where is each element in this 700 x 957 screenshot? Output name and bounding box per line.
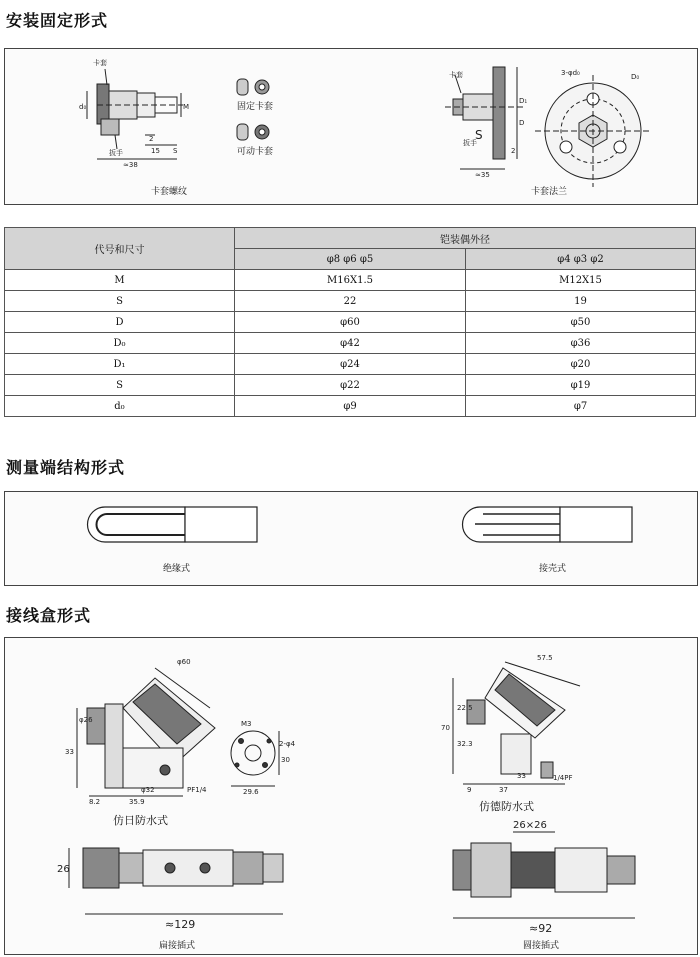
install-panel	[4, 48, 698, 205]
jp-dim-w82: 8.2	[89, 798, 101, 806]
junction-panel	[4, 637, 698, 955]
row-label: S	[5, 375, 235, 396]
dim-right-len: ≈35	[475, 171, 490, 179]
header-col-b: φ4 φ3 φ2	[466, 249, 696, 270]
section-title-measure: 测量端结构形式	[6, 458, 126, 477]
junction-drawings	[5, 638, 697, 954]
flat-dim-h26: 26	[57, 864, 70, 875]
dim-right-s: S	[475, 128, 483, 142]
row-value-b: 19	[466, 291, 696, 312]
de-dim-h70: 70	[441, 724, 450, 732]
dim-right-two: 2	[511, 147, 516, 155]
dim-right-wrench: 扳手	[463, 139, 477, 147]
dim-left-d0: d₀	[79, 103, 87, 111]
dim-right-d1: D₁	[519, 97, 528, 105]
compression-fitting-drawing	[87, 69, 183, 159]
jp-dim-d26: φ26	[79, 716, 93, 724]
jp-dim-w296: 29.6	[243, 788, 259, 796]
row-value-b: φ50	[466, 312, 696, 333]
de-dim-h225: 22.5	[457, 704, 473, 712]
de-caption: 仿德防水式	[479, 800, 534, 813]
jp-dim-pf: PF1/4	[187, 786, 207, 794]
de-dim-w9: 9	[467, 786, 472, 794]
row-label: D₁	[5, 354, 235, 375]
de-box-drawing	[453, 662, 580, 784]
jp-dim-w359: 35.9	[129, 798, 145, 806]
dim-left-fifteen: 15	[151, 147, 160, 155]
dim-left-len: ≈38	[123, 161, 138, 169]
row-value-a: φ22	[235, 375, 466, 396]
de-dim-pf: 1/4PF	[553, 774, 573, 782]
row-value-b: φ36	[466, 333, 696, 354]
insulated-caption: 绝缘式	[163, 564, 191, 574]
row-value-b: φ19	[466, 375, 696, 396]
section-title-install: 安装固定形式	[6, 11, 109, 30]
table-row	[5, 354, 696, 375]
header-code: 代号和尺寸	[5, 228, 235, 270]
dim-right-d: D	[519, 119, 525, 127]
dim-left-s: S	[173, 147, 178, 155]
row-value-a: φ9	[235, 396, 466, 417]
de-dim-h323: 32.3	[457, 740, 473, 748]
row-value-b: M12X15	[466, 270, 696, 291]
grounded-caption: 接壳式	[539, 564, 567, 574]
spec-table	[4, 227, 696, 417]
jp-caption: 仿日防水式	[113, 814, 168, 827]
row-label: S	[5, 291, 235, 312]
fixed-sleeve-label: 固定卡套	[237, 102, 274, 112]
dim-left-two: 2	[149, 135, 154, 143]
dim-right-holes: 3-φd₀	[561, 69, 580, 77]
row-label: d₀	[5, 396, 235, 417]
jp-dim-m3: M3	[241, 720, 252, 728]
flange-fitting-drawing	[445, 67, 651, 187]
row-value-a: φ42	[235, 333, 466, 354]
measure-drawings	[5, 492, 697, 585]
header-group: 铠装偶外径	[235, 228, 696, 249]
jp-dim-d4: 2-φ4	[279, 740, 296, 748]
measure-panel	[4, 491, 698, 586]
header-col-a: φ8 φ6 φ5	[235, 249, 466, 270]
dim-right-sleeve: 卡套	[449, 71, 463, 79]
row-value-b: φ7	[466, 396, 696, 417]
flat-connector-drawing	[69, 848, 283, 914]
movable-sleeve-label: 可动卡套	[237, 147, 274, 157]
flat-caption: 扁接插式	[159, 941, 196, 951]
jp-dim-h33: 33	[65, 748, 74, 756]
grounded-tip-drawing	[463, 507, 633, 542]
round-connector-drawing	[453, 832, 635, 918]
dim-right-d0: D₀	[631, 73, 640, 81]
dim-left-wrench: 扳手	[109, 149, 123, 157]
round-caption: 圆接插式	[523, 941, 560, 951]
section-title-junction: 接线盒形式	[6, 606, 92, 625]
row-value-b: φ20	[466, 354, 696, 375]
insulated-tip-drawing	[88, 507, 258, 542]
jp-box-drawing	[77, 668, 279, 796]
row-value-a: M16X1.5	[235, 270, 466, 291]
de-dim-w33: 33	[517, 772, 526, 780]
row-value-a: φ60	[235, 312, 466, 333]
table-row	[5, 291, 696, 312]
thread-caption: 卡套螺纹	[151, 187, 188, 197]
jp-dim-h30: 30	[281, 756, 290, 764]
table-row	[5, 375, 696, 396]
table-row	[5, 312, 696, 333]
de-dim-w37: 37	[499, 786, 508, 794]
row-label: D	[5, 312, 235, 333]
row-value-a: 22	[235, 291, 466, 312]
table-row	[5, 270, 696, 291]
row-value-a: φ24	[235, 354, 466, 375]
install-drawings	[5, 49, 697, 204]
table-row	[5, 333, 696, 354]
flat-dim-len: ≈129	[165, 918, 196, 931]
jp-dim-d60: φ60	[177, 658, 191, 666]
flange-caption: 卡套法兰	[531, 187, 568, 197]
dim-left-m: M	[183, 103, 190, 111]
dim-left-sleeve: 卡套	[93, 59, 107, 67]
row-label: M	[5, 270, 235, 291]
de-dim-w575: 57.5	[537, 654, 553, 662]
round-dim-len: ≈92	[529, 922, 553, 935]
row-label: D₀	[5, 333, 235, 354]
jp-dim-d32: φ32	[141, 786, 155, 794]
round-dim-sq: 26×26	[513, 820, 547, 831]
table-row	[5, 396, 696, 417]
